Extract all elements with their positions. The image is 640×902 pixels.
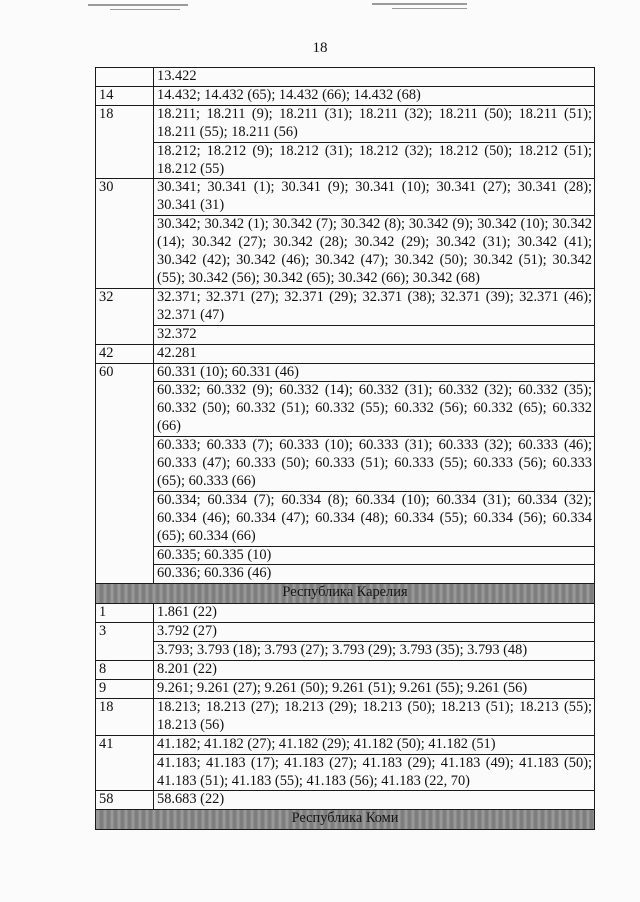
table-row <box>96 344 595 363</box>
section-code: 8 <box>96 661 154 680</box>
table-row <box>96 546 595 565</box>
section-code: 60 <box>96 363 154 584</box>
region-title: Республика Карелия <box>96 584 595 604</box>
codes-cell: 60.334; 60.334 (7); 60.334 (8); 60.334 (10); 60.334 (31); 60.334 (32); 60.334 (46); 60.334 (47); 60.334 (48); 60.334 (55); 60.334 (56); 60.334 (65); 60.334 (66) <box>154 491 595 546</box>
codes-cell: 58.683 (22) <box>154 791 595 810</box>
table-row <box>96 735 595 754</box>
region-header-row <box>96 584 595 604</box>
section-code: 9 <box>96 680 154 699</box>
table-row <box>96 565 595 584</box>
codes-cell: 3.793; 3.793 (18); 3.793 (27); 3.793 (29); 3.793 (35); 3.793 (48) <box>154 642 595 661</box>
codes-cell: 1.861 (22) <box>154 604 595 623</box>
table-row <box>96 791 595 810</box>
section-code: 18 <box>96 105 154 179</box>
table-row <box>96 288 595 325</box>
codes-cell: 8.201 (22) <box>154 661 595 680</box>
codes-cell: 30.342; 30.342 (1); 30.342 (7); 30.342 (8); 30.342 (9); 30.342 (10); 30.342 (14); 30.342 (27); 30.342 (28); 30.342 (29); 30.342 (31); 30.342 (41); 30.342 (42); 30.342 (46); 30.342 (47); 30.342 (50); 30.342 (51); 30.342 (55); 30.342 (56); 30.342 (65); 30.342 (66); 30.342 (68) <box>154 216 595 289</box>
codes-cell: 18.211; 18.211 (9); 18.211 (31); 18.211 (32); 18.211 (50); 18.211 (51); 18.211 (55); 18.211 (56) <box>154 105 595 142</box>
codes-cell: 42.281 <box>154 344 595 363</box>
section-code: 58 <box>96 791 154 810</box>
table-row <box>96 325 595 344</box>
section-code: 42 <box>96 344 154 363</box>
codes-cell: 60.332; 60.332 (9); 60.332 (14); 60.332 (31); 60.332 (32); 60.332 (35); 60.332 (50); 60.332 (51); 60.332 (55); 60.332 (56); 60.332 (65); 60.332 (66) <box>154 382 595 437</box>
codes-cell: 32.372 <box>154 325 595 344</box>
table-row <box>96 179 595 216</box>
codes-cell: 18.213; 18.213 (27); 18.213 (29); 18.213 (50); 18.213 (51); 18.213 (55); 18.213 (56) <box>154 698 595 735</box>
region-header-row <box>96 810 595 830</box>
codes-cell: 32.371; 32.371 (27); 32.371 (29); 32.371 (38); 32.371 (39); 32.371 (46); 32.371 (47) <box>154 288 595 325</box>
table-row <box>96 491 595 546</box>
section-code: 30 <box>96 179 154 288</box>
codes-cell: 30.341; 30.341 (1); 30.341 (9); 30.341 (10); 30.341 (27); 30.341 (28); 30.341 (31) <box>154 179 595 216</box>
codes-table <box>95 67 595 830</box>
section-code: 32 <box>96 288 154 344</box>
table-row <box>96 437 595 492</box>
codes-table-body <box>96 68 595 830</box>
codes-cell: 60.335; 60.335 (10) <box>154 546 595 565</box>
codes-cell: 60.336; 60.336 (46) <box>154 565 595 584</box>
section-code: 18 <box>96 698 154 735</box>
codes-cell: 18.212; 18.212 (9); 18.212 (31); 18.212 (32); 18.212 (50); 18.212 (51); 18.212 (55) <box>154 142 595 179</box>
codes-cell: 13.422 <box>154 68 595 87</box>
codes-cell: 14.432; 14.432 (65); 14.432 (66); 14.432 (68) <box>154 86 595 105</box>
table-row <box>96 216 595 289</box>
table-row <box>96 698 595 735</box>
page-number: 18 <box>312 40 328 56</box>
table-row <box>96 363 595 382</box>
section-code: 14 <box>96 86 154 105</box>
codes-cell: 9.261; 9.261 (27); 9.261 (50); 9.261 (51); 9.261 (55); 9.261 (56) <box>154 680 595 699</box>
table-row <box>96 382 595 437</box>
table-row <box>96 623 595 642</box>
table-row <box>96 142 595 179</box>
section-code: 1 <box>96 604 154 623</box>
table-row <box>96 642 595 661</box>
codes-cell: 60.331 (10); 60.331 (46) <box>154 363 595 382</box>
table-row <box>96 661 595 680</box>
table-row <box>96 86 595 105</box>
table-row <box>96 754 595 791</box>
region-title: Республика Коми <box>96 810 595 830</box>
section-code <box>96 68 154 87</box>
table-row <box>96 105 595 142</box>
table-row <box>96 604 595 623</box>
codes-cell: 41.182; 41.182 (27); 41.182 (29); 41.182 (50); 41.182 (51) <box>154 735 595 754</box>
codes-cell: 3.792 (27) <box>154 623 595 642</box>
table-row <box>96 68 595 87</box>
codes-cell: 60.333; 60.333 (7); 60.333 (10); 60.333 (31); 60.333 (32); 60.333 (46); 60.333 (47); 60.333 (50); 60.333 (51); 60.333 (55); 60.333 (56); 60.333 (65); 60.333 (66) <box>154 437 595 492</box>
table-row <box>96 680 595 699</box>
section-code: 3 <box>96 623 154 661</box>
scan-edge-artifact <box>0 0 640 16</box>
codes-cell: 41.183; 41.183 (17); 41.183 (27); 41.183 (29); 41.183 (49); 41.183 (50); 41.183 (51); 41.183 (55); 41.183 (56); 41.183 (22, 70) <box>154 754 595 791</box>
section-code: 41 <box>96 735 154 791</box>
